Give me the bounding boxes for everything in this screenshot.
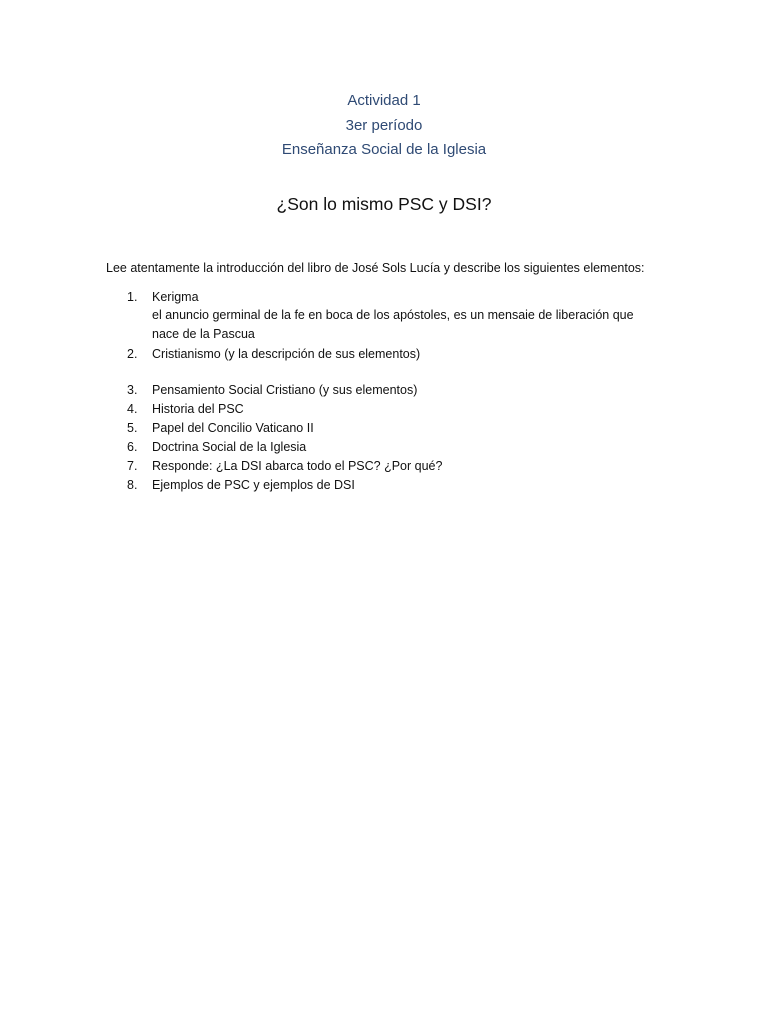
list-text: Doctrina Social de la Iglesia: [152, 440, 307, 454]
list-number: 6.: [127, 440, 138, 454]
list-number: 4.: [127, 402, 138, 416]
list-number: 8.: [127, 478, 138, 492]
list-text: Kerigma: [152, 290, 199, 304]
list-text: Ejemplos de PSC y ejemplos de DSI: [152, 478, 355, 492]
instruction-text: Lee atentamente la introducción del libro de José Sols Lucía y describe los siguientes elementos:: [106, 261, 645, 275]
item-answer: el anuncio germinal de la fe en boca de los apóstoles, es un mensaie de liberación que nace de la Pascua: [152, 308, 634, 341]
list-text: Pensamiento Social Cristiano (y sus elementos): [152, 383, 418, 397]
period-label: 3er período: [345, 117, 423, 134]
activity-title: Actividad 1: [347, 92, 421, 109]
list-text: Cristianismo (y la descripción de sus elementos): [152, 347, 421, 361]
list-number: 2.: [127, 347, 138, 361]
main-question: ¿Son lo mismo PSC y DSI?: [276, 194, 492, 214]
list-number: 7.: [127, 459, 138, 473]
list-number: 3.: [127, 383, 138, 397]
list-number: 1.: [127, 290, 138, 304]
list-text: Historia del PSC: [152, 402, 244, 416]
course-name: Enseñanza Social de la Iglesia: [281, 141, 487, 158]
list-text: Responde: ¿La DSI abarca todo el PSC? ¿Por qué?: [152, 459, 443, 473]
list-number: 5.: [127, 421, 138, 435]
list-text: Papel del Concilio Vaticano II: [152, 421, 314, 435]
